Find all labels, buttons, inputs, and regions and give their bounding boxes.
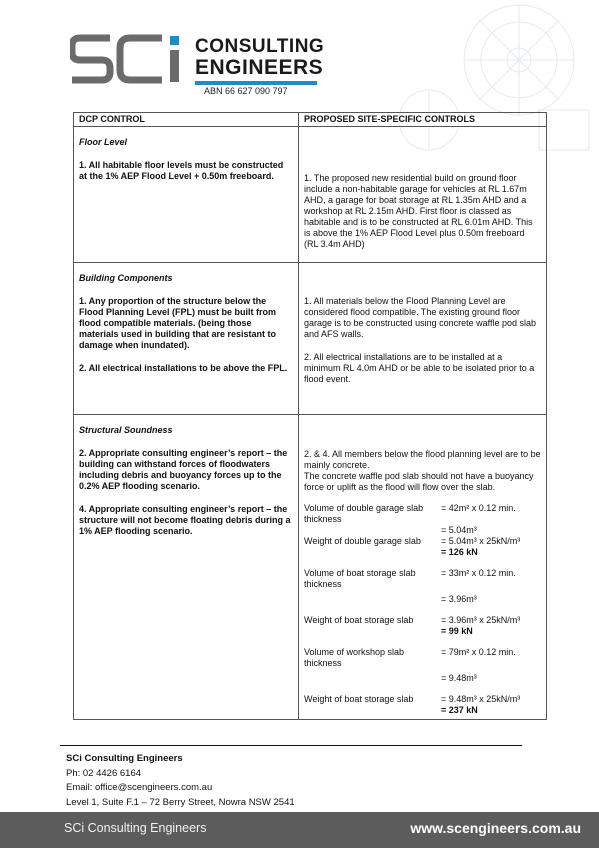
criterion-building-materials: 1. Any proportion of the structure below the Flood Planning Level (FPL) must be built from flood compatible materials. (being those materials used in building that are resistant to damage when inundated). — [79, 296, 277, 350]
footer-divider — [60, 745, 522, 746]
criterion-electrical: 2. All electrical installations to be above the FPL. — [79, 363, 288, 373]
calc-workshop-volume: Volume of workshop slab = 79m² x 0.12 min. thickness = 9.48m³ — [304, 647, 516, 683]
calc-double-garage-weight: Weight of double garage slab = 5.04m³ x 25kN/m³ = 126 kN — [304, 536, 521, 557]
calc-boat-storage-weight: Weight of boat storage slab = 3.96m³ x 25kN/m³ = 99 kN — [304, 615, 521, 636]
sci-logo-mark — [70, 34, 188, 84]
bottom-website: www.scengineers.com.au — [410, 820, 581, 836]
criterion-floor-level: 1. All habitable floor levels must be constructed at the 1% AEP Flood Level + 0.50m freeboard. — [79, 160, 284, 181]
section-title-building-components: Building Components — [79, 273, 173, 283]
company-logo — [70, 34, 330, 96]
table-row-building-components — [74, 263, 547, 415]
criterion-floodwater-forces: 2. Appropriate consulting engineer’s report – the building can withstand forces of floodwaters including debris and buoyancy forces up to the 0.2% AEP flooding scenario. — [79, 448, 288, 491]
footer-contact — [66, 752, 295, 810]
footer-phone: Ph: 02 4426 6164 — [66, 767, 142, 779]
logo-text-consulting: CONSULTING — [195, 36, 325, 57]
col-header-proposed-controls: PROPOSED SITE-SPECIFIC CONTROLS — [299, 113, 547, 127]
section-title-structural-soundness: Structural Soundness — [79, 425, 173, 435]
calc-double-garage-volume: Volume of double garage slab = 42m² x 0.12 min. thickness = 5.04m³ — [304, 503, 516, 535]
calc-workshop-weight: Weight of boat storage slab = 9.48m³ x 25kN/m³ = 237 kN — [304, 694, 521, 715]
response-electrical: 2. All electrical installations are to be installed at a minimum RL 4.0m AHD or be able to be isolated prior to a flood event. — [304, 352, 535, 384]
response-structural-waffle-slab: The concrete waffle pod slab should not have a buoyancy force or uplift as the flood will flow over the slab. — [304, 471, 534, 492]
footer-address: Level 1, Suite F.1 – 72 Berry Street, Nowra NSW 2541 — [66, 796, 295, 808]
footer-email: Email: office@scengineers.com.au — [66, 782, 213, 793]
bottom-company-name: SCi Consulting Engineers — [64, 821, 207, 835]
logo-accent-bar — [195, 81, 317, 85]
dcp-cell-building-components — [74, 263, 299, 415]
col-header-dcp-control: DCP CONTROL — [74, 113, 299, 127]
bottom-brand-bar — [0, 812, 599, 848]
response-cell-floor-level — [299, 127, 547, 263]
response-structural-intro: 2. & 4. All members below the flood planning level are to be mainly concrete. — [304, 449, 541, 470]
dcp-controls-table — [73, 112, 547, 720]
table-row-floor-level — [74, 127, 547, 263]
criterion-floating-debris: 4. Appropriate consulting engineer’s report – the structure will not become floating debris during a 1% AEP flooding scenario. — [79, 504, 291, 536]
response-building-materials: 1. All materials below the Flood Planning Level are considered flood compatible. The existing ground floor garage is to be constructed using concrete waffle pod slab and AFS walls. — [304, 296, 536, 339]
dcp-cell-floor-level — [74, 127, 299, 263]
section-title-floor-level: Floor Level — [79, 137, 128, 147]
calc-boat-storage-volume: Volume of boat storage slab = 33m² x 0.12 min. thickness = 3.96m³ — [304, 568, 516, 604]
table-header-row — [74, 113, 547, 127]
response-floor-level: 1. The proposed new residential build on ground floor include a non-habitable garage for vehicles at RL 1.67m AHD, a garage for boat storage at RL 1.35m AHD and a workshop at RL 2.15m AHD. First floor is classed as habitable and is to be constructed at RL 6.01m AHD. This is above the 1% AEP Flood Level plus 0.50m freeboard (RL 3.4m AHD) — [304, 173, 533, 249]
response-cell-building-components — [299, 263, 547, 415]
footer-company-name: SCi Consulting Engineers — [66, 753, 183, 764]
table-row-structural-soundness — [74, 415, 547, 720]
abn-number: ABN 66 627 090 797 — [204, 86, 288, 96]
dcp-cell-structural-soundness — [74, 415, 299, 720]
logo-text-engineers: ENGINEERS — [195, 56, 324, 79]
response-cell-structural-soundness — [299, 415, 547, 720]
